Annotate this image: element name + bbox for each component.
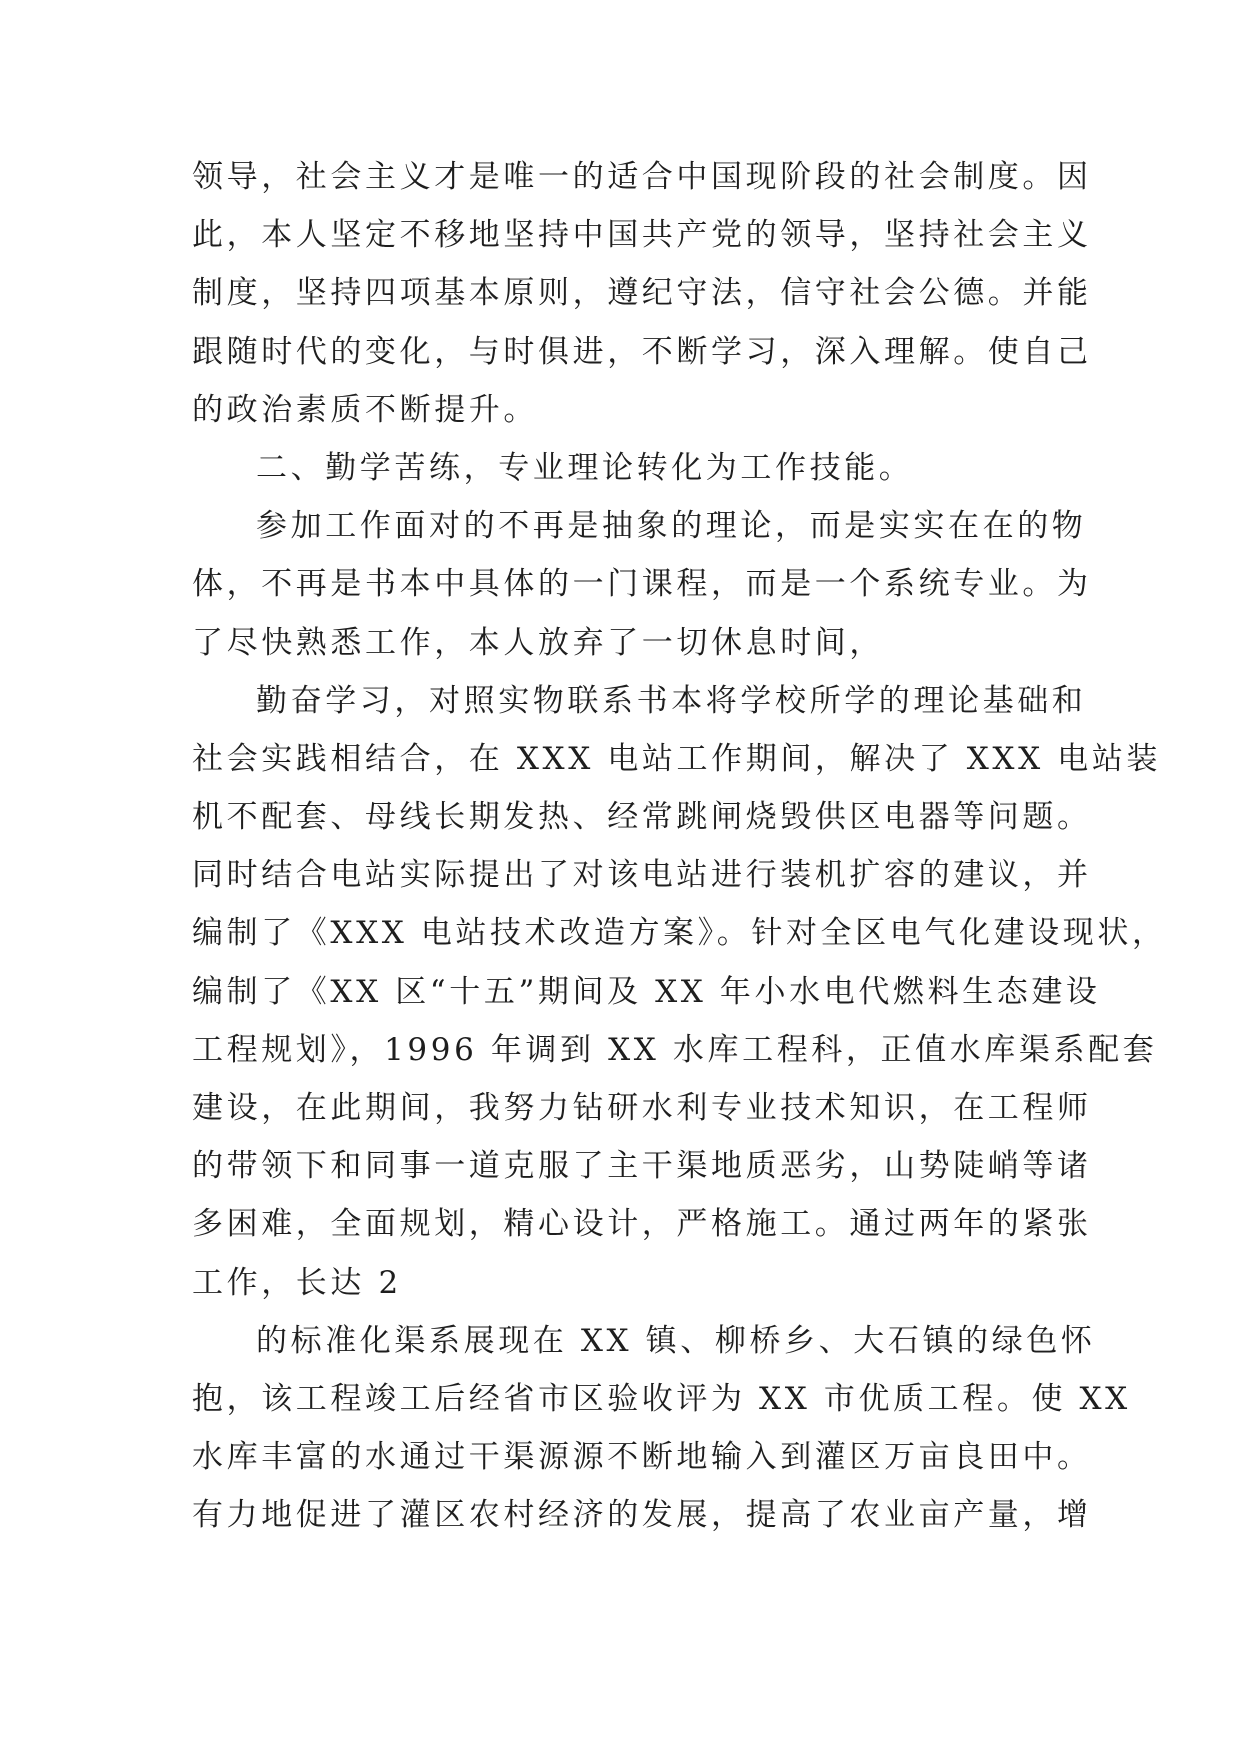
text-line: 编制了《XXX 电站技术改造方案》。针对全区电气化建设现状，: [192, 915, 1167, 952]
text-line: 的带领下和同事一道克服了主干渠地质恶劣，山势陡峭等诸: [192, 1148, 1092, 1185]
text-line: 的政治素质不断提升。: [192, 391, 538, 428]
text-line: 水库丰富的水通过干渠源源不断地输入到灌区万亩良田中。: [192, 1439, 1092, 1476]
text-line: 此，本人坚定不移地坚持中国共产党的领导，坚持社会主义: [192, 217, 1092, 254]
text-line: 工程规划》，1996 年调到 XX 水库工程科，正值水库渠系配套: [192, 1031, 1158, 1068]
text-line: 二、勤学苦练，专业理论转化为工作技能。: [256, 449, 914, 486]
text-line: 制度，坚持四项基本原则，遵纪守法，信守社会公德。并能: [192, 275, 1092, 312]
document-body: [192, 148, 1167, 1545]
text-line: 多困难，全面规划，精心设计，严格施工。通过两年的紧张: [192, 1206, 1092, 1243]
text-line: 了尽快熟悉工作，本人放弃了一切休息时间，: [192, 624, 884, 661]
text-line: 社会实践相结合，在 XXX 电站工作期间，解决了 XXX 电站装: [192, 740, 1162, 777]
text-line: 领导，社会主义才是唯一的适合中国现阶段的社会制度。因: [192, 159, 1092, 195]
text-line: 参加工作面对的不再是抽象的理论，而是实实在在的物: [256, 508, 1087, 545]
text-line: 同时结合电站实际提出了对该电站进行装机扩容的建议，并: [192, 857, 1092, 894]
text-line: 跟随时代的变化，与时俱进，不断学习，深入理解。使自己: [192, 333, 1092, 370]
text-line: 体，不再是书本中具体的一门课程，而是一个系统专业。为: [192, 566, 1092, 603]
text-line: 勤奋学习，对照实物联系书本将学校所学的理论基础和: [256, 682, 1087, 719]
text-line: 机不配套、母线长期发热、经常跳闸烧毁供区电器等问题。: [192, 799, 1092, 836]
text-line: 编制了《XX 区“十五”期间及 XX 年小水电代燃料生态建设: [192, 973, 1101, 1010]
text-line: 的标准化渠系展现在 XX 镇、柳桥乡、大石镇的绿色怀: [256, 1322, 1096, 1359]
text-line: 建设，在此期间，我努力钻研水利专业技术知识，在工程师: [192, 1090, 1092, 1126]
text-line: 抱，该工程竣工后经省市区验收评为 XX 市优质工程。使 XX: [192, 1380, 1131, 1417]
text-line: 工作，长达 2: [192, 1264, 402, 1301]
text-line: 有力地促进了灌区农村经济的发展，提高了农业亩产量，增: [192, 1497, 1092, 1534]
